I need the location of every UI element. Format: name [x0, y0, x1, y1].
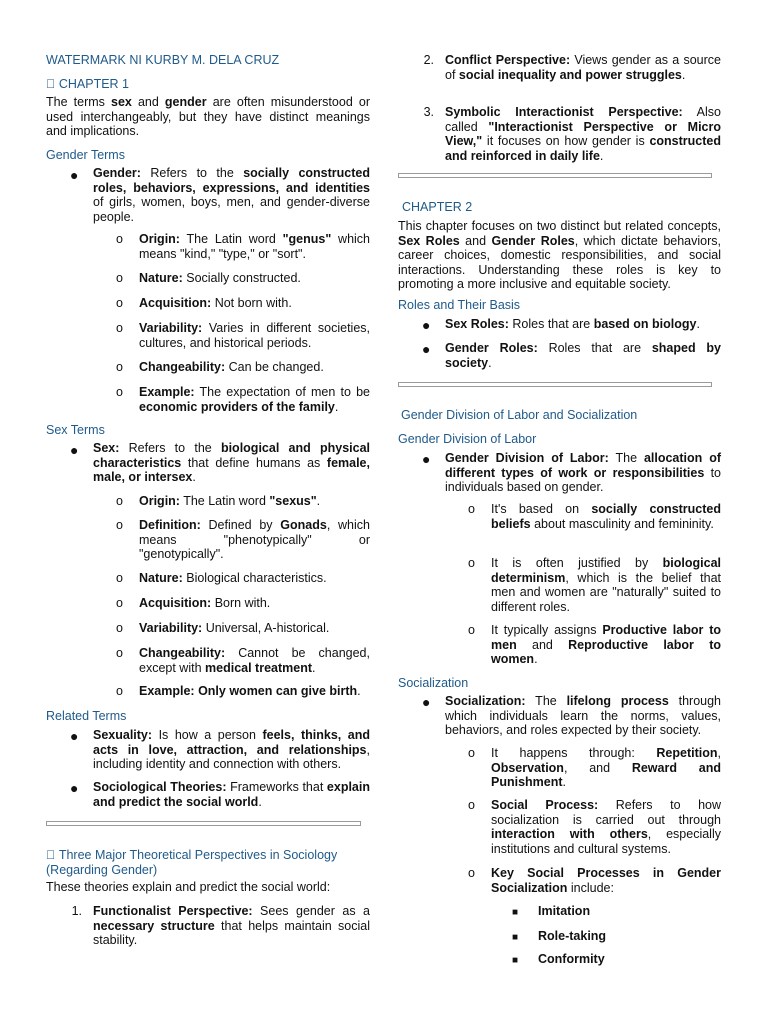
list-number: 2.	[423, 53, 434, 67]
bullet-icon: ●	[422, 694, 431, 710]
bullet-icon: ●	[422, 317, 431, 333]
circle-bullet-icon: o	[468, 866, 475, 880]
circle-bullet-icon: o	[116, 494, 123, 508]
circle-bullet-icon: o	[116, 360, 123, 374]
circle-bullet-icon: o	[116, 596, 123, 610]
gender-division-definition: Gender Division of Labor: The allocation of different types of work or responsibilities to individuals based on gender.	[445, 451, 721, 494]
circle-bullet-icon: o	[116, 684, 123, 698]
sex-definition-item: Definition: Defined by Gonads, which means "phenotypically" or "genotypically".	[139, 518, 370, 561]
gender-nature: Nature: Socially constructed.	[139, 271, 301, 285]
gender-example: Example: The expectation of men to be economic providers of the family.	[139, 385, 370, 414]
list-number: 1.	[71, 904, 82, 918]
sex-definition: Sex: Refers to the biological and physical characteristics that define humans as female, male, or intersex.	[93, 441, 370, 484]
circle-bullet-icon: o	[116, 646, 123, 660]
gender-division-heading: Gender Division of Labor	[398, 432, 537, 446]
gender-terms-heading: Gender Terms	[46, 148, 125, 162]
circle-bullet-icon: o	[116, 621, 123, 635]
circle-bullet-icon: o	[116, 296, 123, 310]
circle-bullet-icon: o	[468, 746, 475, 760]
soc-item-process: Social Process: Refers to how socialization is carried out through interaction with others, especially institutions and cultural systems.	[491, 798, 722, 856]
socialization-definition: Socialization: The lifelong process through which individuals learn the norms, values, behaviors, and roles expected by their society.	[445, 694, 722, 737]
sex-variability: Variability: Universal, A-historical.	[139, 621, 330, 635]
watermark: WATERMARK NI KURBY M. DELA CRUZ	[46, 53, 280, 67]
chapter-1-heading: CHAPTER 1	[46, 77, 117, 91]
gdl-item-determinism: It is often justified by biological determinism, which is the belief that men and women are "naturally" suited to different roles.	[491, 556, 721, 614]
circle-bullet-icon: o	[116, 321, 123, 335]
socialization-heading: Socialization	[398, 676, 469, 690]
gender-origin: Origin: The Latin word "genus" which means "kind," "type," or "sort".	[139, 232, 370, 261]
circle-bullet-icon: o	[468, 556, 475, 570]
circle-bullet-icon: o	[468, 798, 475, 812]
gdl-item-labor: It typically assigns Productive labor to men and Reproductive labor to women.	[491, 623, 721, 666]
square-bullet-icon: ■	[512, 955, 519, 966]
circle-bullet-icon: o	[116, 232, 123, 246]
circle-bullet-icon: o	[468, 623, 475, 637]
key-process-item: Imitation	[538, 904, 591, 918]
sex-example: Example: Only women can give birth.	[139, 684, 361, 698]
roles-basis-heading: Roles and Their Basis	[398, 298, 521, 312]
soc-item-happens: It happens through: Repetition, Observation, and Reward and Punishment.	[491, 746, 721, 789]
section-divider	[46, 821, 361, 826]
conflict-perspective: Conflict Perspective: Views gender as a source of social inequality and power struggles.	[445, 53, 722, 82]
three-perspectives-heading: Three Major Theoretical Perspectives in Sociology (Regarding Gender)	[46, 848, 325, 877]
gender-roles-definition: Gender Roles: Roles that are shaped by society.	[445, 341, 721, 370]
section-divider	[398, 173, 712, 178]
sexuality-definition: Sexuality: Is how a person feels, thinks, and acts in love, attraction, and relationships, including identity and connection with others.	[93, 728, 370, 771]
related-terms-heading: Related Terms	[46, 709, 127, 723]
soc-item-key: Key Social Processes in Gender Socialization include:	[491, 866, 721, 895]
bullet-icon: ●	[422, 341, 431, 357]
chapter-1-intro: The terms sex and gender are often misunderstood or used interchangeably, but they have distinct meanings and implications.	[46, 95, 370, 138]
chapter-2-heading: CHAPTER 2	[402, 200, 473, 214]
circle-bullet-icon: o	[116, 518, 123, 532]
gender-changeability: Changeability: Can be changed.	[139, 360, 324, 374]
bullet-icon: ●	[70, 442, 79, 458]
key-process-item: Role-taking	[538, 929, 607, 943]
circle-bullet-icon: o	[116, 385, 123, 399]
gender-variability: Variability: Varies in different societies, cultures, and historical periods.	[139, 321, 370, 350]
gender-acquisition: Acquisition: Not born with.	[139, 296, 292, 310]
bullet-icon: ●	[422, 451, 431, 467]
three-perspectives-intro: These theories explain and predict the social world:	[46, 880, 331, 894]
sex-terms-heading: Sex Terms	[46, 423, 105, 437]
section-divider	[398, 382, 712, 387]
square-bullet-icon: ■	[512, 932, 519, 943]
sociological-theories-definition: Sociological Theories: Frameworks that explain and predict the social world.	[93, 780, 370, 809]
sex-nature: Nature: Biological characteristics.	[139, 571, 327, 585]
symbolic-interactionist-perspective: Symbolic Interactionist Perspective: Also called "Interactionist Perspective or Micro View," it focuses on how gender is constructed and reinforced in daily life.	[445, 105, 721, 163]
bullet-icon: ●	[70, 780, 79, 796]
gender-definition: Gender: Refers to the socially constructed roles, behaviors, expressions, and identities of girls, women, boys, men, and gender-diverse people.	[93, 166, 370, 224]
sex-changeability: Changeability: Cannot be changed, except with medical treatment.	[139, 646, 370, 675]
circle-bullet-icon: o	[116, 571, 123, 585]
chapter-2-intro: This chapter focuses on two distinct but related concepts, Sex Roles and Gender Roles, which dictate behaviors, career choices, domestic responsibilities, and social interactions. Understanding these roles is key to promoting a more inclusive and equitable society.	[398, 219, 721, 291]
gender-division-socialization-heading: Gender Division of Labor and Socialization	[401, 408, 638, 422]
bullet-icon: ●	[70, 728, 79, 744]
sex-roles-definition: Sex Roles: Roles that are based on biology.	[445, 317, 700, 331]
square-bullet-icon: ■	[512, 907, 519, 918]
key-process-item: Conformity	[538, 952, 605, 966]
list-number: 3.	[423, 105, 434, 119]
functionalist-perspective: Functionalist Perspective: Sees gender as a necessary structure that helps maintain social stability.	[93, 904, 370, 947]
gdl-item-beliefs: It's based on socially constructed beliefs about masculinity and femininity.	[491, 502, 722, 531]
circle-bullet-icon: o	[468, 502, 475, 516]
circle-bullet-icon: o	[116, 271, 123, 285]
bullet-icon: ●	[70, 167, 79, 183]
sex-acquisition: Acquisition: Born with.	[139, 596, 271, 610]
sex-origin: Origin: The Latin word "sexus".	[139, 494, 321, 508]
